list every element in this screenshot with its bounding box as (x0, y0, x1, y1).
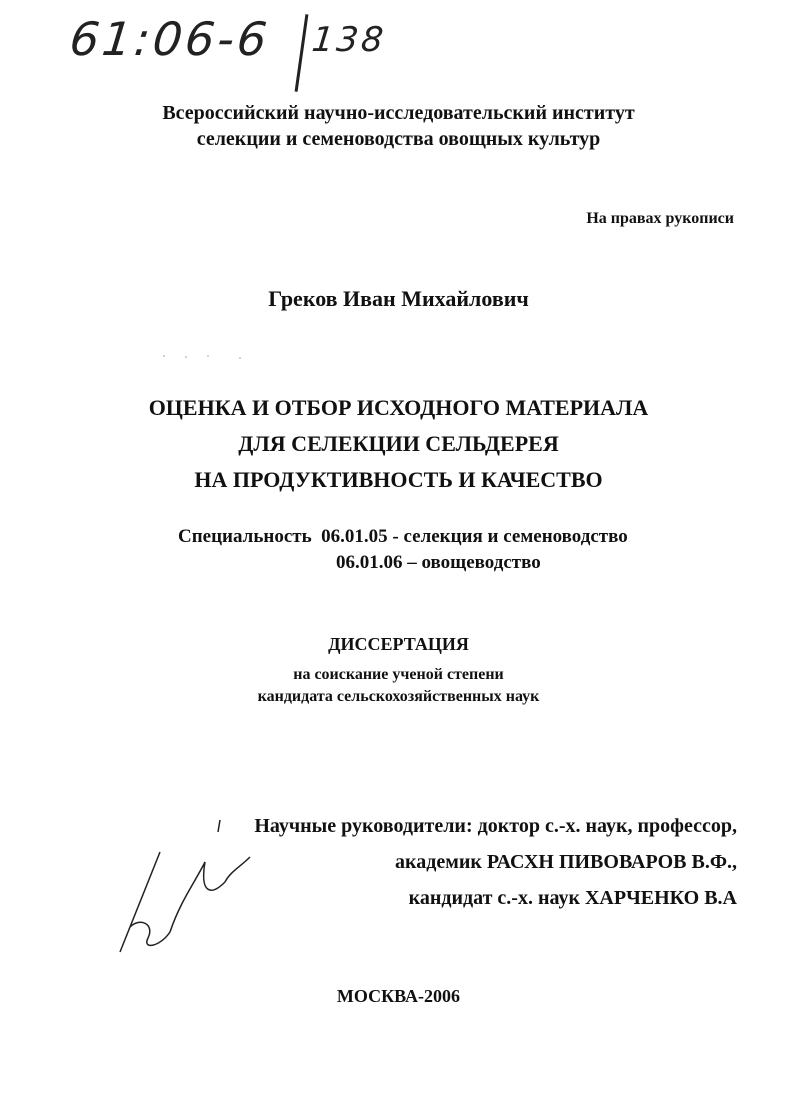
institution-line-2: селекции и семеноводства овощных культур (196, 128, 601, 150)
rights-note: На правах рукописи (586, 210, 734, 227)
specialty-label: Специальность (178, 526, 312, 547)
specialty-line-1 (178, 526, 628, 548)
author-name: Греков Иван Михайлович (268, 286, 529, 311)
institution-name (0, 100, 797, 152)
degree-line-1: на соискание ученой степени (293, 666, 504, 683)
degree-description (0, 664, 797, 708)
supervisors-line-1: Научные руководители: доктор с.-х. наук, профессор, (254, 815, 737, 837)
supervisors-line-3: кандидат с.-х. наук ХАРЧЕНКО В.А (408, 887, 737, 909)
city-year: МОСКВА-2006 (336, 986, 461, 1006)
dissertation-title (0, 390, 797, 498)
scan-speckles (160, 352, 250, 362)
archive-handwritten-number: 61:06-6 (67, 12, 273, 66)
handwritten-slash (295, 14, 309, 92)
specialty-second: 06.01.06 – овощеводство (336, 552, 541, 573)
document-type: ДИССЕРТАЦИЯ (328, 634, 469, 654)
degree-line-2: кандидата сельскохозяйственных наук (257, 688, 540, 705)
supervisors-line-2: академик РАСХН ПИВОВАРОВ В.Ф., (395, 851, 737, 873)
title-line-2: ДЛЯ СЕЛЕКЦИИ СЕЛЬДЕРЕЯ (238, 431, 559, 456)
specialty-first: 06.01.05 - селекция и семеноводство (321, 526, 628, 547)
title-line-1: ОЦЕНКА И ОТБОР ИСХОДНОГО МАТЕРИАЛА (148, 395, 649, 420)
title-line-3: НА ПРОДУКТИВНОСТЬ И КАЧЕСТВО (194, 467, 603, 492)
institution-line-1: Всероссийский научно-исследовательский институт (162, 102, 635, 124)
archive-handwritten-number-tail: 138 (309, 20, 389, 60)
handwritten-signature (100, 812, 260, 962)
